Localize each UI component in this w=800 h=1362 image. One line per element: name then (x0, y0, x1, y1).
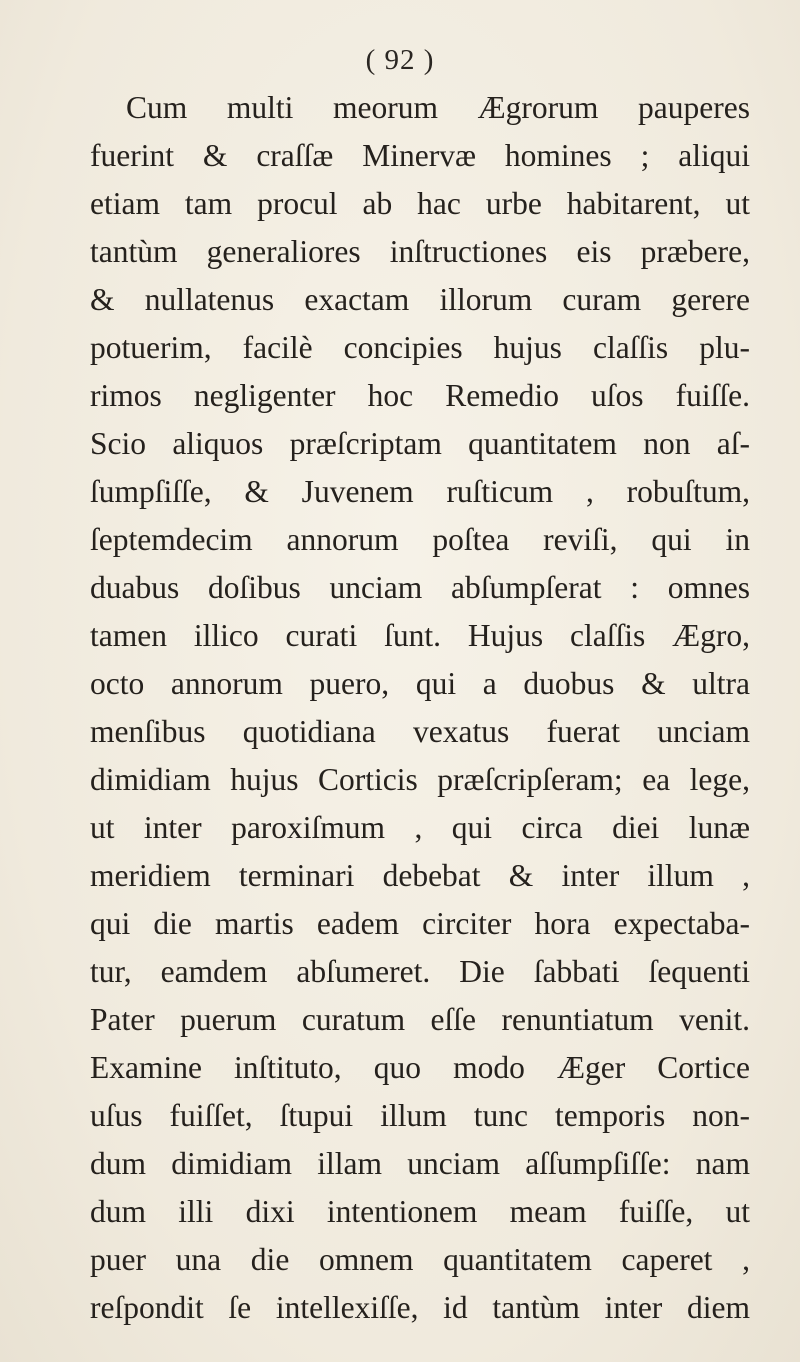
text-line: tur, eamdem abſumeret. Die ſabbati ſequenti (90, 954, 750, 989)
text-line: etiam tam procul ab hac urbe habitarent, ut (90, 186, 750, 221)
text-line: Pater puerum curatum eſſe renuntiatum venit. (90, 1002, 750, 1037)
text-line: menſibus quotidiana vexatus fuerat unciam (90, 714, 750, 749)
text-line: puer una die omnem quantitatem caperet , (90, 1242, 750, 1277)
text-line: Examine inſtituto, quo modo Æger Cortice (90, 1050, 750, 1085)
text-line: ſumpſiſſe, & Juvenem ruſticum , robuſtum, (90, 474, 750, 509)
text-line: ſeptemdecim annorum poſtea reviſi, qui in (90, 522, 750, 557)
text-line: duabus doſibus unciam abſumpſerat : omnes (90, 570, 750, 605)
body-text (90, 84, 750, 1332)
text-line: ut inter paroxiſmum , qui circa diei lunæ (90, 810, 750, 845)
text-line: potuerim, facilè concipies hujus claſſis plu- (90, 330, 750, 365)
text-line: meridiem terminari debebat & inter illum , (90, 858, 750, 893)
text-line: Scio aliquos præſcriptam quantitatem non aſ- (90, 426, 750, 461)
text-line: tamen illico curati ſunt. Hujus claſſis Ægro, (90, 618, 750, 653)
text-line: tantùm generaliores inſtructiones eis præbere, (90, 234, 750, 269)
text-line: fuerint & craſſæ Minervæ homines ; aliqui (90, 138, 750, 173)
text-line: reſpondit ſe intellexiſſe, id tantùm inter diem (90, 1290, 750, 1325)
text-line: dimidiam hujus Corticis præſcripſeram; ea lege, (90, 762, 750, 797)
text-line: dum dimidiam illam unciam aſſumpſiſſe: nam (90, 1146, 750, 1181)
page-number: ( 92 ) (365, 44, 435, 76)
text-line: dum illi dixi intentionem meam fuiſſe, ut (90, 1194, 750, 1229)
text-line: & nullatenus exactam illorum curam gerere (90, 282, 750, 317)
text-line: qui die martis eadem circiter hora expectaba- (90, 906, 750, 941)
text-line: Cum multi meorum Ægrorum pauperes (126, 90, 750, 125)
text-line: uſus fuiſſet, ſtupui illum tunc temporis non- (90, 1098, 750, 1133)
text-line: rimos negligenter hoc Remedio uſos fuiſſe. (90, 378, 750, 413)
text-line: octo annorum puero, qui a duobus & ultra (90, 666, 750, 701)
